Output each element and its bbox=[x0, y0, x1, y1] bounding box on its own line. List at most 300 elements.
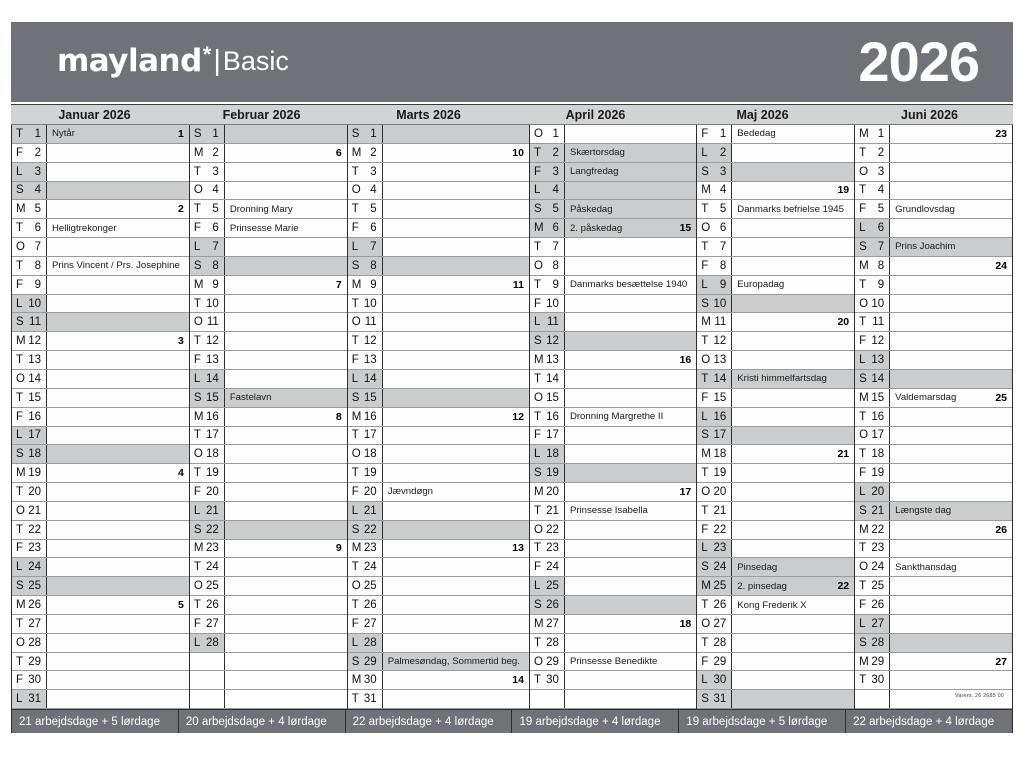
day-content[interactable] bbox=[890, 144, 1012, 162]
day-content[interactable] bbox=[890, 634, 1012, 652]
day-content[interactable] bbox=[47, 389, 189, 407]
day-content[interactable] bbox=[890, 238, 1012, 256]
day-content[interactable] bbox=[47, 408, 189, 426]
day-row[interactable] bbox=[530, 257, 696, 276]
day-content[interactable] bbox=[225, 219, 347, 237]
day-content[interactable] bbox=[47, 182, 189, 200]
day-row[interactable] bbox=[855, 483, 1012, 502]
day-row[interactable] bbox=[697, 558, 854, 577]
day-content[interactable] bbox=[732, 389, 854, 407]
day-content[interactable] bbox=[565, 163, 696, 181]
day-row[interactable] bbox=[697, 634, 854, 653]
day-row[interactable] bbox=[697, 464, 854, 483]
day-content[interactable] bbox=[383, 351, 529, 369]
day-row[interactable] bbox=[190, 219, 347, 238]
day-row[interactable] bbox=[697, 313, 854, 332]
day-content[interactable] bbox=[890, 200, 1012, 218]
day-row[interactable] bbox=[855, 370, 1012, 389]
day-row[interactable] bbox=[530, 332, 696, 351]
day-row[interactable] bbox=[348, 295, 529, 314]
day-row[interactable] bbox=[190, 332, 347, 351]
day-content[interactable] bbox=[383, 276, 529, 294]
day-content[interactable] bbox=[732, 200, 854, 218]
day-content[interactable] bbox=[225, 577, 347, 595]
day-content[interactable] bbox=[565, 483, 696, 501]
day-content[interactable] bbox=[890, 502, 1012, 520]
day-row[interactable] bbox=[697, 389, 854, 408]
day-content[interactable] bbox=[890, 163, 1012, 181]
day-content[interactable] bbox=[225, 182, 347, 200]
day-content[interactable] bbox=[890, 408, 1012, 426]
day-content[interactable] bbox=[565, 690, 696, 708]
day-row[interactable] bbox=[348, 182, 529, 201]
day-content[interactable] bbox=[47, 144, 189, 162]
day-row[interactable] bbox=[697, 238, 854, 257]
day-content[interactable] bbox=[732, 238, 854, 256]
day-content[interactable] bbox=[565, 182, 696, 200]
day-row[interactable] bbox=[12, 125, 189, 144]
day-row[interactable] bbox=[697, 502, 854, 521]
day-content[interactable] bbox=[383, 596, 529, 614]
day-row[interactable] bbox=[855, 464, 1012, 483]
day-content[interactable] bbox=[47, 502, 189, 520]
day-row[interactable] bbox=[12, 427, 189, 446]
day-content[interactable] bbox=[732, 276, 854, 294]
day-content[interactable] bbox=[383, 445, 529, 463]
day-row[interactable] bbox=[12, 540, 189, 559]
day-content[interactable] bbox=[732, 445, 854, 463]
day-content[interactable] bbox=[565, 577, 696, 595]
day-row[interactable] bbox=[12, 257, 189, 276]
day-content[interactable] bbox=[47, 653, 189, 671]
day-content[interactable] bbox=[732, 182, 854, 200]
day-row[interactable] bbox=[348, 577, 529, 596]
day-content[interactable] bbox=[890, 219, 1012, 237]
day-content[interactable] bbox=[47, 521, 189, 539]
day-row[interactable] bbox=[190, 464, 347, 483]
day-row[interactable] bbox=[697, 351, 854, 370]
day-row[interactable] bbox=[697, 257, 854, 276]
day-content[interactable] bbox=[565, 615, 696, 633]
day-content[interactable] bbox=[732, 483, 854, 501]
day-row[interactable] bbox=[530, 634, 696, 653]
day-content[interactable] bbox=[383, 313, 529, 331]
day-content[interactable] bbox=[225, 653, 347, 671]
day-content[interactable] bbox=[732, 332, 854, 350]
day-row[interactable] bbox=[348, 540, 529, 559]
day-row[interactable] bbox=[348, 427, 529, 446]
day-content[interactable] bbox=[732, 295, 854, 313]
day-row[interactable] bbox=[348, 370, 529, 389]
day-row[interactable] bbox=[12, 351, 189, 370]
day-row[interactable] bbox=[855, 389, 1012, 408]
day-content[interactable] bbox=[732, 634, 854, 652]
day-content[interactable] bbox=[47, 540, 189, 558]
day-row[interactable] bbox=[12, 558, 189, 577]
day-content[interactable] bbox=[732, 502, 854, 520]
day-content[interactable] bbox=[890, 351, 1012, 369]
day-row[interactable] bbox=[12, 634, 189, 653]
day-content[interactable] bbox=[565, 332, 696, 350]
day-content[interactable] bbox=[383, 219, 529, 237]
day-row[interactable] bbox=[12, 483, 189, 502]
day-row[interactable] bbox=[190, 483, 347, 502]
day-content[interactable] bbox=[383, 634, 529, 652]
day-content[interactable] bbox=[383, 427, 529, 445]
day-content[interactable] bbox=[890, 540, 1012, 558]
day-content[interactable] bbox=[47, 313, 189, 331]
day-content[interactable] bbox=[732, 464, 854, 482]
day-row[interactable] bbox=[697, 182, 854, 201]
day-row[interactable] bbox=[190, 427, 347, 446]
day-content[interactable] bbox=[565, 502, 696, 520]
day-content[interactable] bbox=[225, 332, 347, 350]
day-row[interactable] bbox=[530, 200, 696, 219]
day-row[interactable] bbox=[697, 653, 854, 672]
day-content[interactable] bbox=[225, 257, 347, 275]
day-row[interactable] bbox=[12, 332, 189, 351]
day-row[interactable] bbox=[697, 483, 854, 502]
day-row[interactable] bbox=[530, 521, 696, 540]
day-row[interactable] bbox=[12, 295, 189, 314]
day-row[interactable] bbox=[697, 295, 854, 314]
day-content[interactable] bbox=[225, 313, 347, 331]
day-content[interactable] bbox=[565, 125, 696, 143]
day-content[interactable] bbox=[732, 144, 854, 162]
day-content[interactable] bbox=[47, 276, 189, 294]
day-row[interactable] bbox=[855, 445, 1012, 464]
day-row[interactable] bbox=[12, 464, 189, 483]
day-row[interactable] bbox=[12, 276, 189, 295]
day-row[interactable] bbox=[855, 257, 1012, 276]
day-content[interactable] bbox=[47, 332, 189, 350]
day-row[interactable] bbox=[855, 125, 1012, 144]
day-row[interactable] bbox=[855, 351, 1012, 370]
day-content[interactable] bbox=[565, 313, 696, 331]
day-row[interactable] bbox=[530, 219, 696, 238]
day-content[interactable] bbox=[225, 238, 347, 256]
day-content[interactable] bbox=[565, 276, 696, 294]
day-row[interactable] bbox=[530, 144, 696, 163]
day-content[interactable] bbox=[565, 219, 696, 237]
day-row[interactable] bbox=[855, 295, 1012, 314]
day-content[interactable] bbox=[383, 200, 529, 218]
day-row[interactable] bbox=[697, 200, 854, 219]
day-content[interactable] bbox=[383, 408, 529, 426]
day-row[interactable] bbox=[348, 634, 529, 653]
day-row[interactable] bbox=[530, 502, 696, 521]
day-row[interactable] bbox=[190, 558, 347, 577]
day-content[interactable] bbox=[47, 370, 189, 388]
day-row[interactable] bbox=[855, 219, 1012, 238]
day-content[interactable] bbox=[383, 257, 529, 275]
day-content[interactable] bbox=[890, 313, 1012, 331]
day-content[interactable] bbox=[47, 483, 189, 501]
day-row[interactable] bbox=[190, 370, 347, 389]
day-row[interactable] bbox=[348, 163, 529, 182]
day-row[interactable] bbox=[855, 163, 1012, 182]
day-row[interactable] bbox=[530, 389, 696, 408]
day-content[interactable] bbox=[565, 238, 696, 256]
day-content[interactable] bbox=[225, 276, 347, 294]
day-row[interactable] bbox=[530, 182, 696, 201]
day-content[interactable] bbox=[225, 295, 347, 313]
day-row[interactable] bbox=[855, 502, 1012, 521]
day-row[interactable] bbox=[855, 427, 1012, 446]
day-content[interactable] bbox=[565, 634, 696, 652]
day-row[interactable] bbox=[530, 276, 696, 295]
day-row[interactable] bbox=[697, 671, 854, 690]
day-content[interactable] bbox=[225, 558, 347, 576]
day-content[interactable] bbox=[383, 238, 529, 256]
day-row[interactable] bbox=[348, 596, 529, 615]
day-row[interactable] bbox=[855, 200, 1012, 219]
day-row[interactable] bbox=[12, 577, 189, 596]
day-content[interactable] bbox=[47, 238, 189, 256]
day-content[interactable] bbox=[565, 389, 696, 407]
day-content[interactable] bbox=[565, 427, 696, 445]
day-row[interactable] bbox=[190, 182, 347, 201]
day-content[interactable] bbox=[732, 257, 854, 275]
day-row[interactable] bbox=[348, 653, 529, 672]
day-row[interactable] bbox=[697, 445, 854, 464]
day-row[interactable] bbox=[348, 276, 529, 295]
day-content[interactable] bbox=[225, 351, 347, 369]
day-content[interactable] bbox=[565, 351, 696, 369]
day-content[interactable] bbox=[732, 408, 854, 426]
day-content[interactable] bbox=[225, 634, 347, 652]
day-row[interactable] bbox=[855, 577, 1012, 596]
day-row[interactable] bbox=[530, 464, 696, 483]
day-row[interactable] bbox=[12, 615, 189, 634]
day-content[interactable] bbox=[383, 332, 529, 350]
day-row[interactable] bbox=[697, 332, 854, 351]
day-content[interactable] bbox=[732, 671, 854, 689]
day-row[interactable] bbox=[190, 257, 347, 276]
day-row[interactable] bbox=[530, 408, 696, 427]
day-content[interactable] bbox=[225, 445, 347, 463]
day-content[interactable] bbox=[225, 483, 347, 501]
day-row[interactable] bbox=[348, 445, 529, 464]
day-content[interactable] bbox=[732, 370, 854, 388]
day-content[interactable] bbox=[565, 295, 696, 313]
day-row[interactable] bbox=[855, 332, 1012, 351]
day-content[interactable] bbox=[565, 257, 696, 275]
day-content[interactable] bbox=[732, 163, 854, 181]
day-row[interactable] bbox=[190, 540, 347, 559]
day-content[interactable] bbox=[732, 427, 854, 445]
day-row[interactable] bbox=[190, 634, 347, 653]
day-row[interactable] bbox=[12, 445, 189, 464]
day-row[interactable] bbox=[12, 389, 189, 408]
day-content[interactable] bbox=[47, 577, 189, 595]
day-row[interactable] bbox=[530, 483, 696, 502]
day-row[interactable] bbox=[855, 313, 1012, 332]
day-row[interactable] bbox=[12, 502, 189, 521]
day-content[interactable] bbox=[565, 521, 696, 539]
day-row[interactable] bbox=[530, 370, 696, 389]
day-row[interactable] bbox=[348, 389, 529, 408]
day-row[interactable] bbox=[348, 219, 529, 238]
day-content[interactable] bbox=[225, 200, 347, 218]
day-row[interactable] bbox=[530, 313, 696, 332]
day-row[interactable] bbox=[348, 200, 529, 219]
day-content[interactable] bbox=[225, 521, 347, 539]
day-content[interactable] bbox=[383, 577, 529, 595]
day-row[interactable] bbox=[530, 671, 696, 690]
day-content[interactable] bbox=[890, 257, 1012, 275]
day-row[interactable] bbox=[12, 219, 189, 238]
day-row[interactable] bbox=[190, 351, 347, 370]
day-row[interactable] bbox=[855, 238, 1012, 257]
day-row[interactable] bbox=[855, 558, 1012, 577]
day-row[interactable] bbox=[697, 276, 854, 295]
day-row[interactable] bbox=[348, 615, 529, 634]
day-content[interactable] bbox=[47, 596, 189, 614]
day-row[interactable] bbox=[348, 558, 529, 577]
day-content[interactable] bbox=[565, 370, 696, 388]
day-row[interactable] bbox=[12, 596, 189, 615]
day-row[interactable] bbox=[12, 408, 189, 427]
day-content[interactable] bbox=[383, 690, 529, 708]
day-content[interactable] bbox=[225, 540, 347, 558]
day-content[interactable] bbox=[890, 182, 1012, 200]
day-content[interactable] bbox=[225, 615, 347, 633]
day-content[interactable] bbox=[383, 540, 529, 558]
day-content[interactable] bbox=[890, 483, 1012, 501]
day-row[interactable] bbox=[530, 125, 696, 144]
day-content[interactable] bbox=[383, 502, 529, 520]
day-row[interactable] bbox=[12, 144, 189, 163]
day-content[interactable] bbox=[225, 427, 347, 445]
day-row[interactable] bbox=[190, 125, 347, 144]
day-row[interactable] bbox=[530, 163, 696, 182]
day-row[interactable] bbox=[348, 351, 529, 370]
day-content[interactable] bbox=[225, 144, 347, 162]
day-content[interactable] bbox=[225, 596, 347, 614]
day-row[interactable] bbox=[697, 521, 854, 540]
day-content[interactable] bbox=[890, 125, 1012, 143]
day-content[interactable] bbox=[383, 483, 529, 501]
day-content[interactable] bbox=[732, 521, 854, 539]
day-row[interactable] bbox=[530, 540, 696, 559]
day-content[interactable] bbox=[225, 408, 347, 426]
day-row[interactable] bbox=[12, 521, 189, 540]
day-row[interactable] bbox=[348, 671, 529, 690]
day-row[interactable] bbox=[190, 238, 347, 257]
day-row[interactable] bbox=[530, 427, 696, 446]
day-content[interactable] bbox=[732, 615, 854, 633]
day-row[interactable] bbox=[530, 351, 696, 370]
day-content[interactable] bbox=[383, 295, 529, 313]
day-content[interactable] bbox=[565, 558, 696, 576]
day-content[interactable] bbox=[732, 313, 854, 331]
day-row[interactable] bbox=[12, 163, 189, 182]
day-content[interactable] bbox=[47, 200, 189, 218]
day-content[interactable] bbox=[565, 596, 696, 614]
day-row[interactable] bbox=[190, 408, 347, 427]
day-content[interactable] bbox=[47, 219, 189, 237]
day-content[interactable] bbox=[225, 163, 347, 181]
day-row[interactable] bbox=[855, 182, 1012, 201]
day-content[interactable] bbox=[890, 370, 1012, 388]
day-row[interactable] bbox=[855, 144, 1012, 163]
day-row[interactable] bbox=[12, 653, 189, 672]
day-row[interactable] bbox=[348, 690, 529, 709]
day-row[interactable] bbox=[348, 408, 529, 427]
day-content[interactable] bbox=[47, 295, 189, 313]
day-content[interactable] bbox=[890, 671, 1012, 689]
day-row[interactable] bbox=[348, 464, 529, 483]
day-content[interactable] bbox=[383, 389, 529, 407]
day-row[interactable] bbox=[12, 370, 189, 389]
day-row[interactable] bbox=[530, 238, 696, 257]
day-content[interactable] bbox=[225, 690, 347, 708]
day-content[interactable] bbox=[732, 540, 854, 558]
day-row[interactable] bbox=[190, 313, 347, 332]
day-row[interactable] bbox=[348, 238, 529, 257]
day-row[interactable] bbox=[12, 671, 189, 690]
day-content[interactable] bbox=[890, 445, 1012, 463]
day-row[interactable] bbox=[855, 276, 1012, 295]
day-row[interactable] bbox=[348, 332, 529, 351]
day-row[interactable] bbox=[12, 200, 189, 219]
day-content[interactable] bbox=[732, 653, 854, 671]
day-row[interactable] bbox=[855, 634, 1012, 653]
day-content[interactable] bbox=[225, 370, 347, 388]
day-content[interactable] bbox=[565, 540, 696, 558]
day-row[interactable] bbox=[12, 690, 189, 709]
day-content[interactable] bbox=[47, 125, 189, 143]
day-content[interactable] bbox=[890, 558, 1012, 576]
day-content[interactable] bbox=[890, 276, 1012, 294]
day-row[interactable] bbox=[12, 313, 189, 332]
day-content[interactable] bbox=[47, 445, 189, 463]
day-row[interactable] bbox=[530, 596, 696, 615]
day-content[interactable] bbox=[383, 125, 529, 143]
day-content[interactable] bbox=[890, 596, 1012, 614]
day-row[interactable] bbox=[190, 577, 347, 596]
day-content[interactable] bbox=[225, 125, 347, 143]
day-row[interactable] bbox=[190, 276, 347, 295]
day-content[interactable] bbox=[732, 351, 854, 369]
day-content[interactable] bbox=[47, 427, 189, 445]
day-content[interactable] bbox=[383, 653, 529, 671]
day-content[interactable] bbox=[47, 163, 189, 181]
day-content[interactable] bbox=[383, 671, 529, 689]
day-content[interactable] bbox=[565, 445, 696, 463]
day-row[interactable] bbox=[855, 408, 1012, 427]
day-content[interactable] bbox=[890, 427, 1012, 445]
day-row[interactable] bbox=[190, 615, 347, 634]
day-row[interactable] bbox=[190, 200, 347, 219]
day-row[interactable] bbox=[697, 577, 854, 596]
day-row[interactable] bbox=[190, 596, 347, 615]
day-content[interactable] bbox=[383, 182, 529, 200]
day-content[interactable] bbox=[890, 653, 1012, 671]
day-row[interactable] bbox=[348, 483, 529, 502]
day-content[interactable] bbox=[47, 671, 189, 689]
day-content[interactable] bbox=[732, 596, 854, 614]
day-content[interactable] bbox=[732, 558, 854, 576]
day-row[interactable] bbox=[697, 370, 854, 389]
day-content[interactable] bbox=[890, 615, 1012, 633]
day-content[interactable] bbox=[47, 634, 189, 652]
day-row[interactable] bbox=[530, 295, 696, 314]
day-content[interactable] bbox=[565, 408, 696, 426]
day-row[interactable] bbox=[348, 313, 529, 332]
day-row[interactable] bbox=[530, 577, 696, 596]
